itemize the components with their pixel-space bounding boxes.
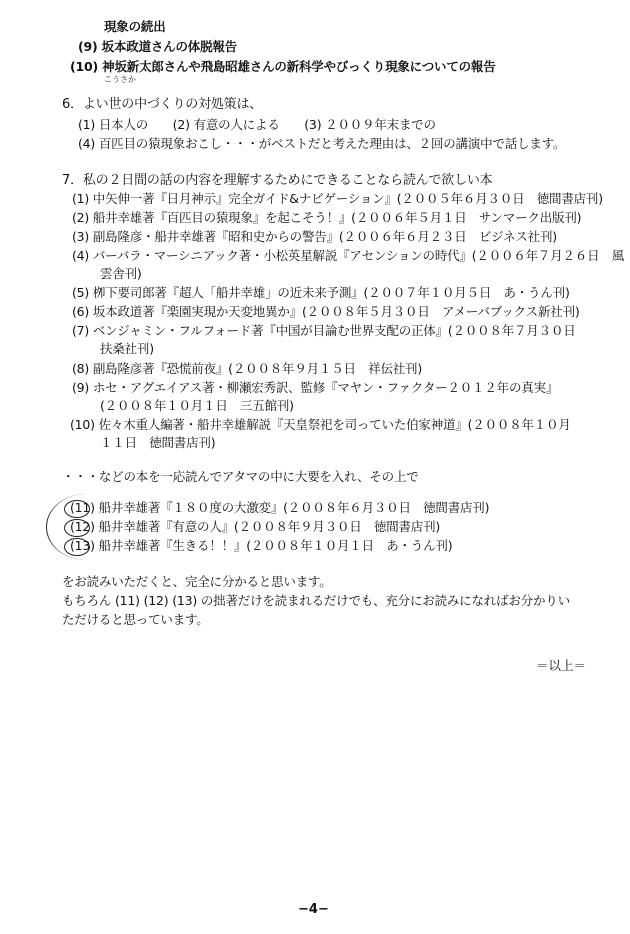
item9: (9) 坂本政道さんの体脱報告: [78, 39, 237, 54]
item10: (10) 神坂新太郎さんや飛島昭雄さんの新科学やびっくり現象についての報告: [70, 59, 496, 74]
own-book-13: (13) 船井幸雄著『生きる！！』(２００８年１０月１日 あ・うん刊): [70, 538, 453, 553]
book-7: (7) ベンジャミン・フルフォード著『中国が目論む世界支配の正体』(２００８年７月３０日: [72, 323, 576, 338]
middle-text: ・・・などの本を一応読んでアタマの中に大要を入れ、その上で: [62, 469, 419, 484]
handwritten-ruby-note: こうさか: [104, 75, 136, 84]
book-6: (6) 坂本政道著『楽園実現か天変地異か』(２００８年５月３０日 アメーバブックス新社刊): [72, 304, 580, 319]
book-1: (1) 中矢伸一著『日月神示』完全ガイド&ナビゲーション』(２００５年６月３０日 徳間書店刊): [72, 191, 603, 206]
section7-heading: 7．私の２日間の話の内容を理解するためにできることなら読んで欲しい本: [62, 173, 493, 188]
book-2: (2) 船井幸雄著『百匹目の猿現象』を起こそう！』(２００６年５月１日 サンマーク出版刊): [72, 210, 582, 225]
item8-continuation: 現象の続出: [104, 19, 166, 34]
closing-line3: ただけると思っています。: [62, 612, 209, 627]
end-mark: ＝以上＝: [535, 658, 586, 673]
book-7-cont: 扶桑社刊): [100, 341, 154, 356]
book-5: (5) 栁下要司郎著『超人「船井幸雄」の近未来予測』(２００７年１０月５日 あ・うん刊): [72, 285, 570, 300]
own-book-12: (12) 船井幸雄著『有意の人』(２００８年９月３０日 徳間書店刊): [70, 519, 441, 534]
book-9: (9) ホセ・アグエイアス著・柳瀬宏秀訳、監修『マヤン・ファクター２０１２年の真実』: [72, 380, 559, 395]
section6-line1: (1) 日本人の (2) 有意の人による (3) ２００９年末までの: [78, 117, 436, 132]
book-3: (3) 副島隆彦・船井幸雄著『昭和史からの警告』(２００６年６月２３日 ビジネス社刊): [72, 229, 557, 244]
page-number: −4−: [298, 902, 329, 917]
section6-heading: 6．よい世の中づくりの対処策は、: [62, 97, 263, 112]
book-9-cont: (２００８年１０月１日 三五館刊): [100, 398, 294, 413]
book-10-cont: １１日 徳間書店刊): [100, 435, 216, 450]
book-8: (8) 副島隆彦著『恐慌前夜』(２００８年９月１５日 祥伝社刊): [72, 361, 423, 376]
closing-line2: もちろん (11) (12) (13) の拙著だけを読まれるだけでも、充分にお読みになればお分かりい: [62, 593, 570, 608]
own-book-11: (11) 船井幸雄著『１８０度の大激変』(２００８年６月３０日 徳間書店刊): [70, 500, 490, 515]
section6-line2: (4) 百匹目の猿現象おこし・・・がベストだと考えた理由は、２回の講演中で話します。: [78, 136, 566, 151]
book-4: (4) バーバラ・マーシニアック著・小松英星解説『アセンションの時代』(２００６年７月２６日 風: [72, 248, 625, 263]
book-10: (10) 佐々木重人編著・船井幸雄解説『天皇祭祀を司っていた伯家神道』(２００８年１０月: [70, 417, 571, 432]
closing-line1: をお読みいただくと、完全に分かると思います。: [62, 574, 332, 589]
book-4-cont: 雲舎刊): [100, 266, 142, 281]
